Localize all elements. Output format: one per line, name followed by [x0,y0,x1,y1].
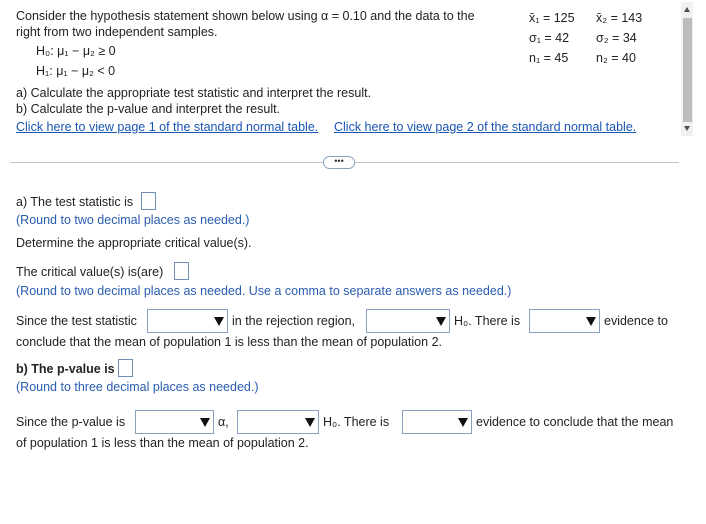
since-test-statistic-text: Since the test statistic [16,314,137,328]
sample1-sigma: σ₁ = 42 [529,31,570,45]
sample2-mean: x̄₂ = 143 [596,11,643,25]
chevron-down-icon [305,418,315,427]
evidence-dropdown[interactable] [529,309,600,333]
chevron-down-icon [458,418,468,427]
part-b-instruction: b) Calculate the p-value and interpret the result. [16,102,281,116]
evidence-conclude-text: evidence to conclude that the mean [476,415,674,429]
evidence-dropdown-2[interactable] [402,410,472,434]
h0-there-is-text-2: H₀. There is [323,415,390,429]
critical-value-input[interactable] [174,262,189,280]
part-a-instruction: a) Calculate the appropriate test statistic and interpret the result. [16,86,372,100]
p-value-comparison-dropdown[interactable] [135,410,214,434]
test-statistic-region-dropdown[interactable] [147,309,228,333]
evidence-to-text: evidence to [604,314,668,328]
alternative-hypothesis: H₁: μ₁ − μ₂ < 0 [36,64,116,78]
chevron-down-icon [214,317,224,326]
reject-decision-dropdown[interactable] [366,309,450,333]
null-hypothesis: H₀: μ₁ − μ₂ ≥ 0 [36,44,116,58]
divider-right [355,162,679,163]
alpha-text: α, [218,415,229,429]
p-value-decision-dropdown[interactable] [237,410,319,434]
p-value-hint: (Round to three decimal places as needed.) [16,380,259,394]
test-statistic-input[interactable] [141,192,156,210]
question-intro-line1: Consider the hypothesis statement shown below using α = 0.10 and the data to the [16,9,475,23]
chevron-down-icon [436,317,446,326]
p-value-input[interactable] [118,359,133,377]
test-statistic-hint: (Round to two decimal places as needed.) [16,213,250,227]
normal-table-page2-link[interactable]: Click here to view page 2 of the standard normal table. [334,120,637,134]
divider-left [10,162,323,163]
sample2-n: n₂ = 40 [596,51,636,65]
h0-there-is-text: H₀. There is [454,314,521,328]
of-population-text: of population 1 is less than the mean of population 2. [16,436,309,450]
critical-value-label: The critical value(s) is(are) [16,265,164,279]
scroll-down-icon[interactable] [684,126,690,131]
normal-table-page1-link[interactable]: Click here to view page 1 of the standard normal table. [16,120,319,134]
critical-value-hint: (Round to two decimal places as needed. Use a comma to separate answers as needed.) [16,284,512,298]
conclusion-text: conclude that the mean of population 1 is less than the mean of population 2. [16,335,442,349]
critical-value-prompt: Determine the appropriate critical value(s). [16,236,252,250]
p-value-label: b) The p-value is [16,362,115,376]
question-intro-line2: right from two independent samples. [16,25,218,39]
chevron-down-icon [200,418,210,427]
question-scrollbar[interactable] [681,2,693,136]
since-p-value-text: Since the p-value is [16,415,126,429]
sample2-sigma: σ₂ = 34 [596,31,637,45]
chevron-down-icon [586,317,596,326]
scrollbar-thumb[interactable] [683,18,692,122]
rejection-region-text: in the rejection region, [232,314,355,328]
expand-button[interactable]: ••• [323,156,355,169]
test-statistic-label: a) The test statistic is [16,195,134,209]
sample1-n: n₁ = 45 [529,51,569,65]
scroll-up-icon[interactable] [684,7,690,12]
sample1-mean: x̄₁ = 125 [529,11,575,25]
